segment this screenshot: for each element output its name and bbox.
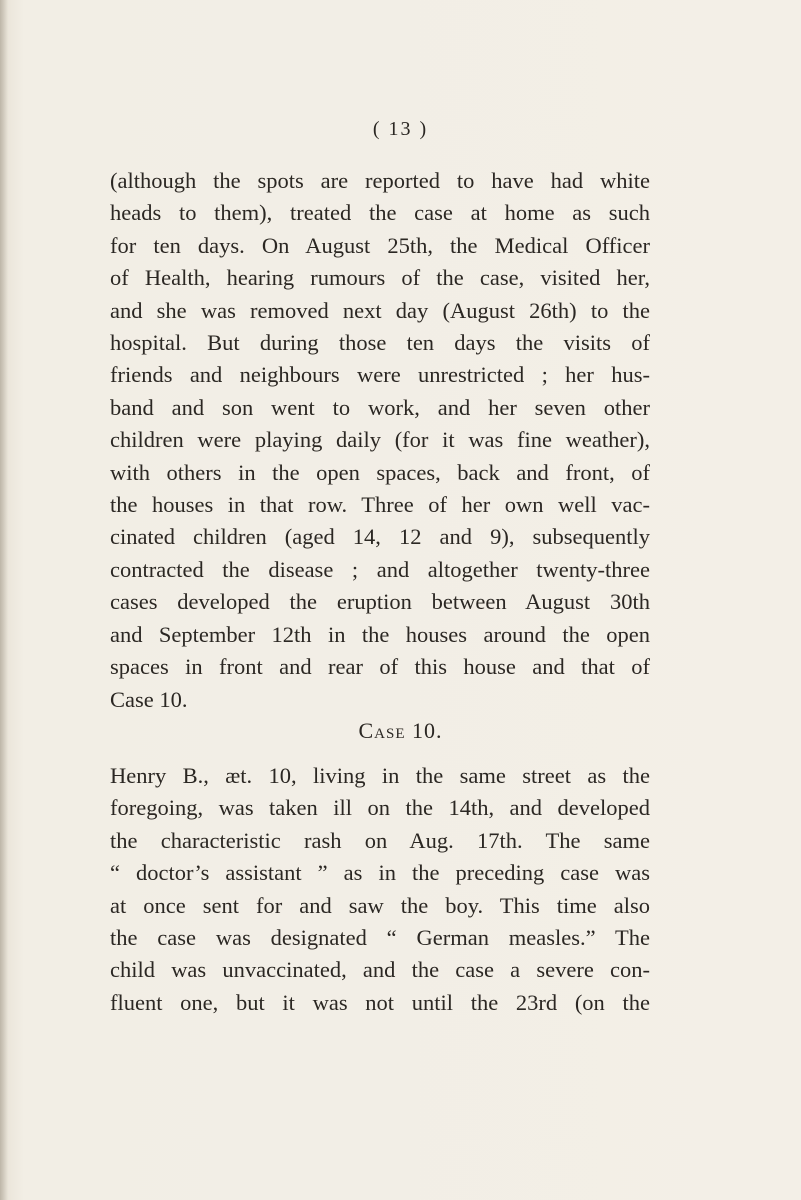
text-line: child was unvaccinated, and the case a severe con- bbox=[110, 957, 650, 983]
paragraph-2 bbox=[110, 760, 650, 1019]
text-line: Case 10. bbox=[110, 686, 188, 712]
text-line: (although the spots are reported to have had white bbox=[110, 168, 650, 193]
text-line: the characteristic rash on Aug. 17th. The same bbox=[110, 827, 650, 853]
text-line: friends and neighbours were unrestricted ; her hus- bbox=[110, 362, 650, 388]
text-line: and September 12th in the houses around the open bbox=[110, 621, 650, 647]
text-line: at once sent for and saw the boy. This time also bbox=[110, 892, 650, 918]
paragraph-1 bbox=[110, 165, 650, 716]
page-gutter-shadow bbox=[0, 0, 8, 1200]
text-line: heads to them), treated the case at home as such bbox=[110, 200, 650, 226]
text-line: cases developed the eruption between August 30th bbox=[110, 589, 650, 615]
text-line: the houses in that row. Three of her own well vac- bbox=[110, 492, 650, 518]
case-heading: Case 10. bbox=[358, 718, 443, 743]
page-number: ( 13 ) bbox=[372, 118, 429, 140]
text-line: “ doctor’s assistant ” as in the preceding case was bbox=[110, 860, 650, 886]
text-line: foregoing, was taken ill on the 14th, and developed bbox=[110, 795, 650, 821]
text-line: children were playing daily (for it was fine weather), bbox=[110, 427, 650, 453]
text-line: and she was removed next day (August 26th) to the bbox=[110, 297, 650, 323]
text-line: cinated children (aged 14, 12 and 9), subsequently bbox=[110, 524, 650, 550]
text-line: band and son went to work, and her seven other bbox=[110, 394, 650, 420]
text-line: of Health, hearing rumours of the case, visited her, bbox=[110, 265, 650, 291]
text-line: fluent one, but it was not until the 23rd (on the bbox=[110, 989, 650, 1015]
text-line: spaces in front and rear of this house and that of bbox=[110, 654, 650, 680]
text-line: Henry B., æt. 10, living in the same street as the bbox=[110, 763, 650, 788]
text-line: with others in the open spaces, back and front, of bbox=[110, 459, 650, 485]
text-line: contracted the disease ; and altogether twenty-three bbox=[110, 556, 650, 582]
text-line: the case was designated “ German measles.” The bbox=[110, 925, 650, 951]
text-line: hospital. But during those ten days the visits of bbox=[110, 330, 650, 356]
text-line: for ten days. On August 25th, the Medical Officer bbox=[110, 232, 650, 258]
